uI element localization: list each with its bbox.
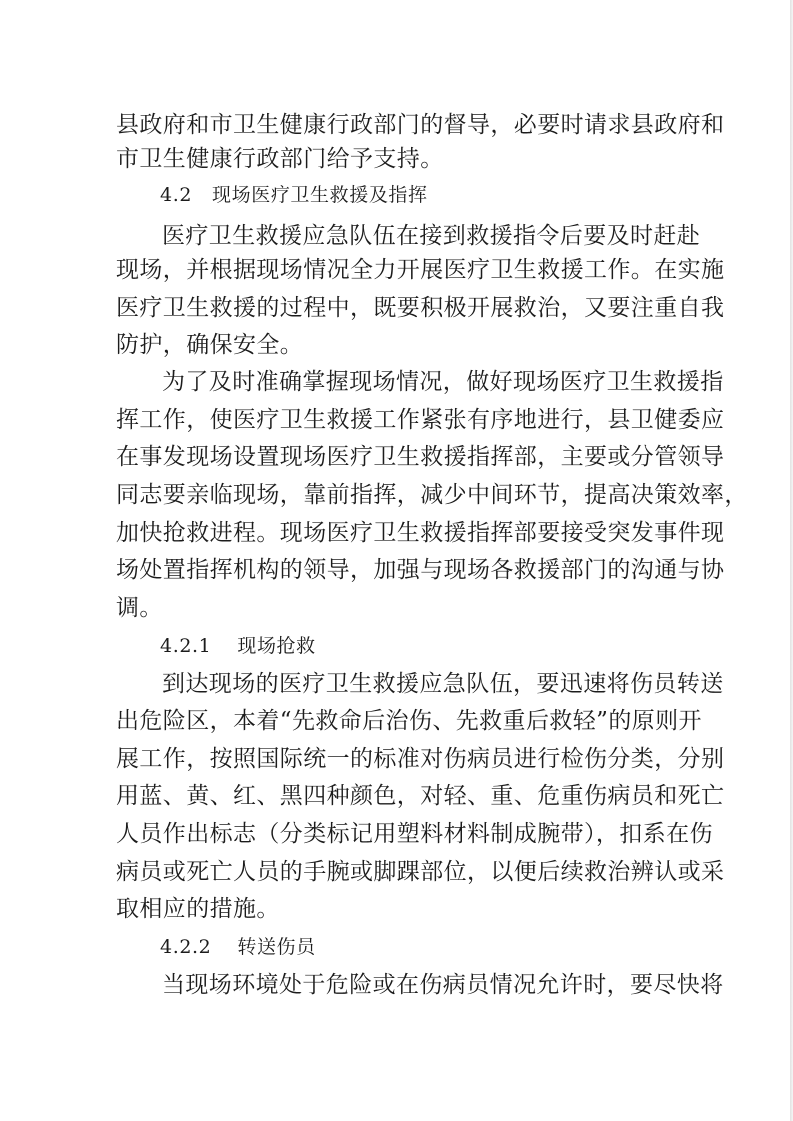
body-line-9: 在事发现场设置现场医疗卫生救援指挥部，主要或分管领导 (116, 444, 725, 470)
body-line-1: 县政府和市卫生健康行政部门的督导，必要时请求县政府和 (116, 112, 725, 138)
body-line-12: 场处置指挥机构的领导，加强与现场各救援部门的沟通与协 (116, 557, 725, 583)
section-heading-4-2-2 (160, 932, 316, 962)
section-title: 现场抢救 (237, 635, 316, 657)
body-line-14: 到达现场的医疗卫生救援应急队伍，要迅速将伤员转送 (162, 671, 724, 697)
body-line-18: 人员作出标志（分类标记用塑料材料制成腕带），扣系在伤 (116, 821, 713, 847)
body-line-19: 病员或死亡人员的手腕或脚踝部位，以便后续救治辨认或采 (116, 859, 725, 885)
body-line-3: 医疗卫生救援应急队伍在接到救援指令后要及时赶赴 (162, 223, 701, 249)
body-line-17: 用蓝、黄、红、黑四种颜色，对轻、重、危重伤病员和死亡 (116, 783, 725, 809)
body-line-21: 当现场环境处于危险或在伤病员情况允许时，要尽快将 (162, 972, 724, 998)
section-number: 4.2.1 (160, 635, 212, 657)
body-line-13: 调。 (116, 595, 163, 621)
section-title: 转送伤员 (237, 936, 316, 958)
body-line-6: 防护，确保安全。 (116, 332, 304, 358)
body-line-5: 医疗卫生救援的过程中，既要积极开展救治，又要注重自我 (116, 295, 725, 321)
body-line-7: 为了及时准确掌握现场情况，做好现场医疗卫生救援指 (162, 369, 724, 395)
body-line-20: 取相应的措施。 (116, 896, 280, 922)
body-line-15: 出危险区，本着“先救命后治伤、先救重后救轻”的原则开 (116, 708, 702, 734)
section-heading-4-2-1 (160, 631, 316, 661)
body-line-10: 同志要亲临现场，靠前指挥，减少中间环节，提高决策效率， (116, 482, 748, 508)
section-number: 4.2 (160, 184, 193, 206)
section-title: 现场医疗卫生救援及指挥 (212, 184, 428, 206)
body-line-2: 市卫生健康行政部门给予支持。 (116, 146, 444, 172)
section-heading-4-2 (160, 180, 428, 210)
section-number: 4.2.2 (160, 936, 212, 958)
body-line-16: 展工作，按照国际统一的标准对伤病员进行检伤分类，分别 (116, 746, 725, 772)
body-line-4: 现场，并根据现场情况全力开展医疗卫生救援工作。在实施 (116, 257, 725, 283)
body-line-11: 加快抢救进程。现场医疗卫生救援指挥部要接受突发事件现 (116, 520, 725, 546)
body-line-8: 挥工作，使医疗卫生救援工作紧张有序地进行，县卫健委应 (116, 407, 725, 433)
